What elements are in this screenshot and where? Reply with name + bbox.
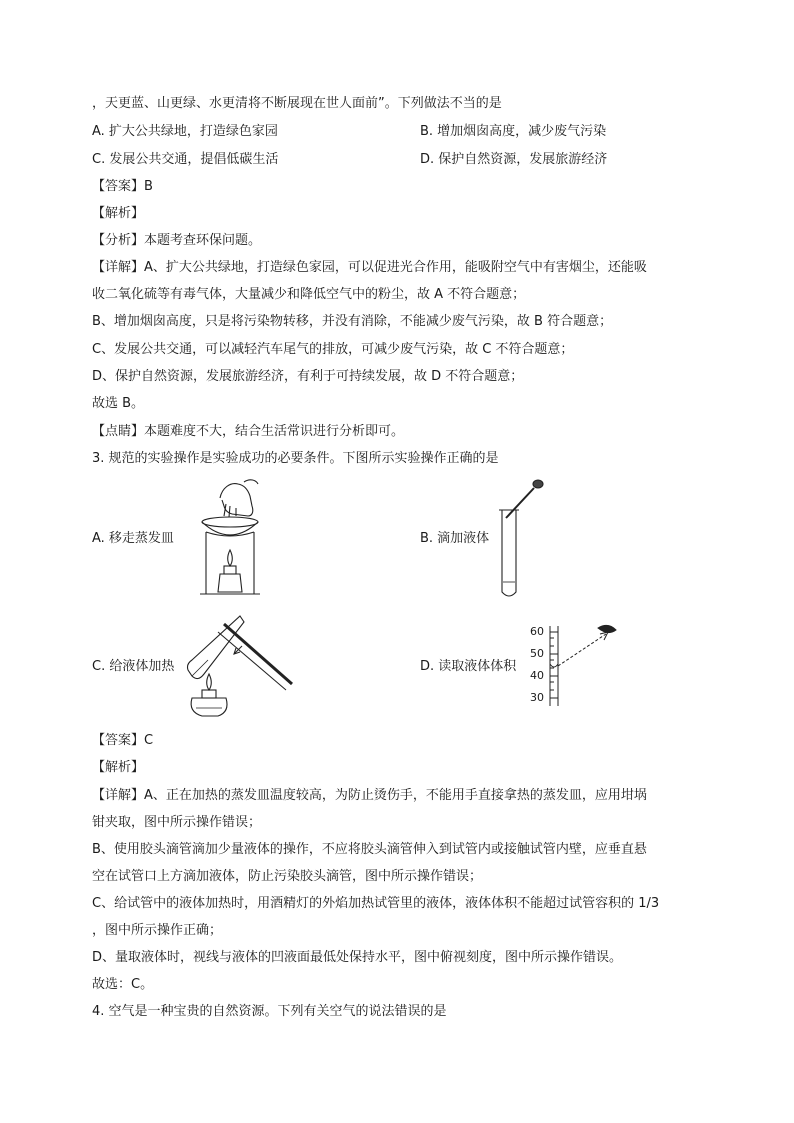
- q2-dianjing: 【点睛】本题难度不大，结合生活常识进行分析即可。: [92, 424, 405, 439]
- q2-detail-line: B、增加烟囱高度，只是将污染物转移，并没有消除，不能减少废气污染，故 B 符合题意；: [92, 314, 613, 329]
- q2-option-b: B. 增加烟囱高度，减少废气污染: [420, 124, 607, 139]
- measuring-cylinder-illustration: [528, 622, 620, 708]
- q2-detail-line: D、保护自然资源，发展旅游经济，有利于可持续发展，故 D 不符合题意；: [92, 369, 524, 384]
- q3-option-d-label: D. 读取液体体积: [420, 659, 517, 674]
- q2-detail-line: 故选 B。: [92, 396, 145, 411]
- heating-test-tube-illustration: [184, 612, 296, 722]
- q3-option-c-label: C. 给液体加热: [92, 659, 175, 674]
- q3-detail-line: D、量取液体时，视线与液体的凹液面最低处保持水平，图中俯视刻度，图中所示操作错误。: [92, 950, 623, 965]
- q3-detail-line: 故选：C。: [92, 977, 154, 992]
- q2-detail-line: 收二氧化硫等有毒气体，大量减少和降低空气中的粉尘，故 A 不符合题意；: [92, 287, 526, 302]
- q3-stem: 3. 规范的实验操作是实验成功的必要条件。下图所示实验操作正确的是: [92, 451, 499, 466]
- q2-option-a: A. 扩大公共绿地，打造绿色家园: [92, 124, 278, 139]
- cylinder-tick-label: 40: [530, 669, 544, 682]
- q2-detail-line: 【详解】A、扩大公共绿地，打造绿色家园，可以促进光合作用，能吸附空气中有害烟尘，还能吸: [92, 260, 647, 275]
- q2-fenxi: 【分析】本题考查环保问题。: [92, 233, 262, 248]
- q3-option-b-label: B. 滴加液体: [420, 531, 490, 546]
- q2-option-d: D. 保护自然资源，发展旅游经济: [420, 152, 608, 167]
- q3-detail-line: 【详解】A、正在加热的蒸发皿温度较高，为防止烫伤手，不能用手直接拿热的蒸发皿，应用坩埚: [92, 788, 647, 803]
- dropper-test-tube-illustration: [496, 478, 546, 604]
- q3-detail-line: 空在试管口上方滴加液体，防止污染胶头滴管，图中所示操作错误；: [92, 869, 483, 884]
- q2-jiexi: 【解析】: [92, 206, 145, 221]
- q4-stem: 4. 空气是一种宝贵的自然资源。下列有关空气的说法错误的是: [92, 1004, 447, 1019]
- q3-detail-line: ，图中所示操作正确；: [92, 923, 223, 938]
- q3-detail-line: 钳夹取，图中所示操作错误；: [92, 815, 262, 830]
- cylinder-tick-label: 60: [530, 625, 544, 638]
- q3-detail-line: B、使用胶头滴管滴加少量液体的操作，不应将胶头滴管伸入到试管内或接触试管内壁，应垂直悬: [92, 842, 647, 857]
- q2-option-c: C. 发展公共交通，提倡低碳生活: [92, 152, 279, 167]
- cylinder-tick-label: 50: [530, 647, 544, 660]
- q3-option-a-label: A. 移走蒸发皿: [92, 531, 174, 546]
- evaporating-dish-illustration: [192, 476, 268, 606]
- q3-jiexi: 【解析】: [92, 760, 145, 775]
- q2-answer: 【答案】B: [92, 179, 153, 194]
- q2-detail-line: C、发展公共交通，可以减轻汽车尾气的排放，可减少废气污染，故 C 不符合题意；: [92, 342, 574, 357]
- q3-detail-line: C、给试管中的液体加热时，用酒精灯的外焰加热试管里的液体，液体体积不能超过试管容积的 1/3: [92, 896, 660, 911]
- q2-stem-tail: ，天更蓝、山更绿、水更清将不断展现在世人面前”。下列做法不当的是: [92, 96, 502, 111]
- q3-answer: 【答案】C: [92, 733, 154, 748]
- cylinder-tick-label: 30: [530, 691, 544, 704]
